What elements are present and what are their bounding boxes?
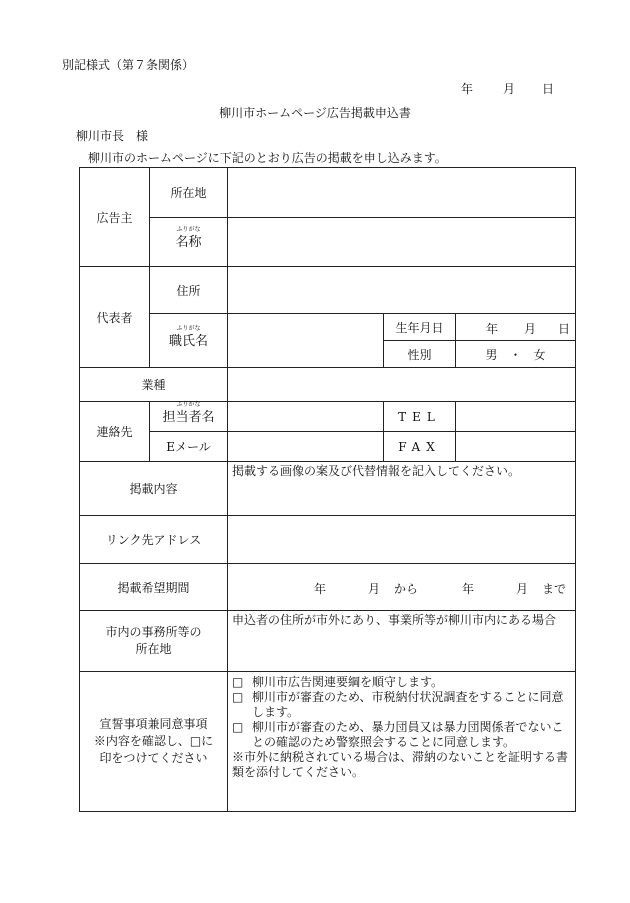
office-label	[80, 611, 228, 672]
content-row	[80, 462, 576, 516]
period-year2-label: 年	[462, 582, 475, 596]
birth-month-label: 月	[524, 322, 537, 336]
fax-field[interactable]	[456, 432, 576, 462]
checkbox-icon[interactable]: □	[232, 720, 244, 734]
fax-label: FAX	[384, 432, 456, 462]
title-name-label: 職氏名	[168, 333, 208, 349]
period-row	[80, 564, 576, 611]
office-label-line1: 市内の事務所等の	[105, 625, 202, 639]
office-label-line2: 所在地	[135, 642, 172, 656]
industry-row	[80, 368, 576, 402]
tel-field[interactable]	[456, 402, 576, 432]
content-field[interactable]: 掲載する画像の案及び代替情報を記入してください。	[228, 462, 576, 516]
date-day-label: 日	[542, 82, 555, 96]
application-form-table	[79, 167, 576, 812]
location-label: 所在地	[150, 168, 228, 218]
tel-label: TEL	[384, 402, 456, 432]
name-furigana: ふりがな	[176, 226, 201, 233]
person-furigana: ふりがな	[176, 400, 201, 408]
pledge-item[interactable]	[232, 675, 571, 690]
location-field[interactable]	[228, 168, 576, 218]
name-field[interactable]	[228, 218, 576, 267]
birth-year-label: 年	[486, 322, 499, 336]
pledge-item[interactable]	[232, 720, 571, 750]
person-field[interactable]	[228, 402, 384, 432]
pledge-item-text: 柳川市が審査のため、暴力団員又は暴力団関係者でないことの確認のため警察照会することに同意します。	[252, 720, 564, 749]
email-field[interactable]	[228, 432, 384, 462]
title-name-label-cell	[150, 314, 228, 368]
contact-group-label: 連絡先	[80, 402, 150, 462]
birthdate-field[interactable]	[456, 314, 576, 341]
period-month1-label: 月	[368, 582, 381, 596]
office-row	[80, 611, 576, 672]
pledge-label-line2: ※内容を確認し、□に	[93, 734, 214, 748]
address-label: 住所	[150, 267, 228, 314]
period-label: 掲載希望期間	[80, 564, 228, 611]
period-from-label: から	[394, 582, 419, 596]
addressee: 柳川市長 様	[76, 129, 149, 143]
link-label: リンク先アドレス	[80, 516, 228, 564]
checkbox-icon[interactable]: □	[232, 675, 244, 689]
advertiser-location-row	[80, 168, 576, 218]
form-number-label: 別記様式（第７条関係）	[62, 58, 195, 72]
representative-birthdate-row	[80, 314, 576, 341]
pledge-item-text: 柳川市広告関連要綱を順守します。	[252, 675, 444, 689]
title-name-field[interactable]	[228, 314, 384, 368]
advertiser-name-row	[80, 218, 576, 267]
period-to-label: まで	[542, 582, 567, 596]
period-field[interactable]	[228, 564, 576, 611]
person-label-cell	[150, 402, 228, 432]
link-field[interactable]	[228, 516, 576, 564]
pledge-label	[80, 672, 228, 812]
pledge-label-line3: 印をつけてください	[99, 751, 208, 765]
checkbox-icon[interactable]: □	[232, 690, 244, 704]
contact-email-row	[80, 432, 576, 462]
document-title: 柳川市ホームページ広告掲載申込書	[219, 106, 411, 120]
content-label: 掲載内容	[80, 462, 228, 516]
advertiser-group-label: 広告主	[80, 168, 150, 267]
link-row	[80, 516, 576, 564]
pledge-item[interactable]	[232, 690, 571, 720]
date-month-label: 月	[503, 82, 516, 96]
representative-address-row	[80, 267, 576, 314]
representative-group-label: 代表者	[80, 267, 150, 368]
gender-options[interactable]: 男 ・ 女	[456, 341, 576, 368]
intro-text: 柳川市のホームページに下記のとおり広告の掲載を申し込みます。	[88, 151, 447, 165]
industry-field[interactable]	[228, 368, 576, 402]
name-label-cell	[150, 218, 228, 267]
person-label: 担当者名	[162, 409, 215, 425]
email-label: Eメール	[150, 432, 228, 462]
period-year1-label: 年	[314, 582, 327, 596]
pledge-row	[80, 672, 576, 812]
birthdate-label: 生年月日	[384, 314, 456, 341]
birth-day-label: 日	[558, 322, 571, 336]
gender-label: 性別	[384, 341, 456, 368]
address-field[interactable]	[228, 267, 576, 314]
pledge-item-text: 柳川市が審査のため、市税納付状況調査をすることに同意します。	[252, 690, 564, 719]
date-year-label: 年	[461, 82, 474, 96]
industry-label: 業種	[80, 368, 228, 402]
pledge-note: ※市外に納税されている場合は、滞納のないことを証明する書類を添付してください。	[232, 750, 569, 779]
name-label: 名称	[175, 235, 202, 250]
pledge-label-line1: 宣誓事項兼同意事項	[99, 717, 208, 731]
office-field[interactable]: 申込者の住所が市外にあり、事業所等が柳川市内にある場合	[228, 611, 576, 672]
title-name-furigana: ふりがな	[176, 324, 201, 332]
pledge-field	[228, 672, 576, 812]
contact-person-row	[80, 402, 576, 432]
period-month2-label: 月	[516, 582, 529, 596]
